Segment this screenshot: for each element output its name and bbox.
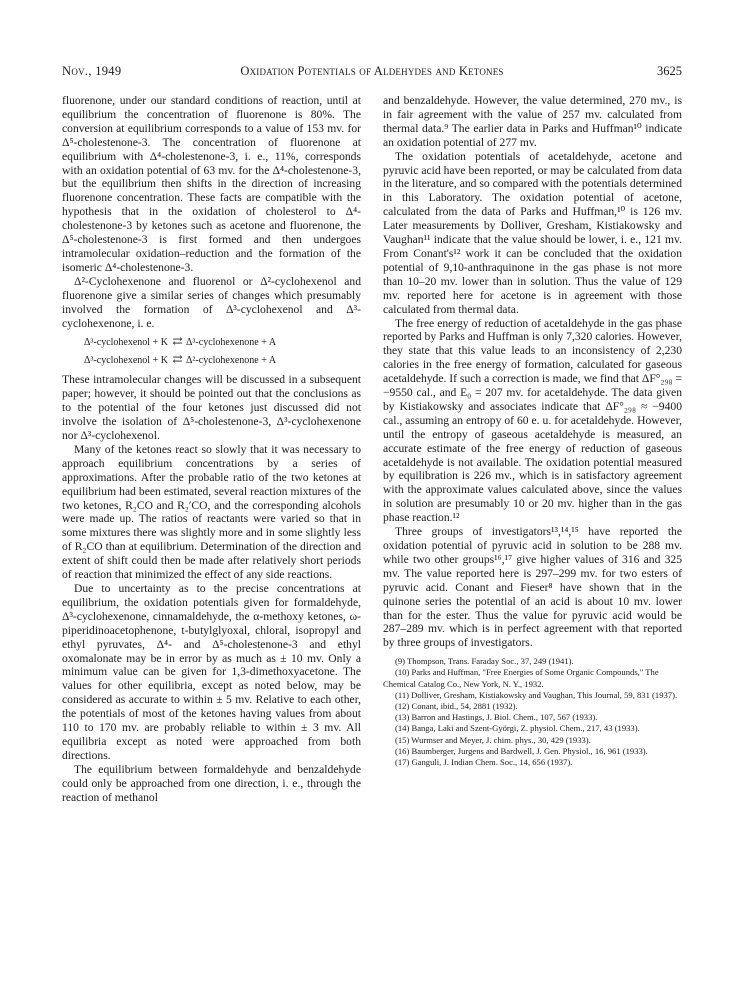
equation <box>84 333 361 351</box>
right-column <box>383 94 682 768</box>
reference-item: (13) Barron and Hastings, J. Biol. Chem., 107, 567 (1933). <box>395 712 598 723</box>
paragraph: fluorenone, under our standard conditions of reaction, until at equilibrium the concentration of fluorenone is 80%. The conversion at equilibrium corresponds to a value of 153 mv. for Δ⁵-cholestenone-3. The concentration of fluorenone at equilibrium with Δ⁴-cholestenone-3, i. e., 11%, corresponds with an oxidation potential of 63 mv. for the Δ⁴-cholestenone-3, but the equilibrium then shifts in the direction of increasing fluorenone concentration. These facts are compatible with the hypothesis that in the oxidation of cholesterol to Δ⁴-cholestenone-3 by ketones such as acetone and fluorenone, the Δ⁵-cholestenone-3 is first formed and then undergoes intramolecular oxidation–reduction and the formation of the isomeric Δ⁴-cholestenone-3. <box>62 94 361 274</box>
paragraph: Δ²-Cyclohexenone and fluorenol or Δ²-cyclohexenol and fluorenone give a similar series of changes which presumably involved the formation of Δ³-cyclohexenol and Δ³-cyclohexenone, i. e. <box>62 274 361 330</box>
equilibrium-arrow-icon: ⇄ <box>170 352 184 367</box>
reference-item: (11) Dolliver, Gresham, Kistiakowsky and Vaughan, This Journal, 59, 831 (1937). <box>395 689 678 700</box>
left-column <box>62 94 361 805</box>
paragraph: The free energy of reduction of acetaldehyde in the gas phase reported by Parks and Huffman is only 7,320 calories. However, they state that this value leads to an inconsistency of 2,230 calories in the free energy of formation, calculated for gaseous acetaldehyde. If such a correction is made, we find that ΔF°₂₉₈ = −9550 cal., and E₀ = 207 mv. for acetaldehyde. The data given by Kistiakowsky and associates indicate that ΔF°₂₉₈ ≈ −9400 cal., assuming an entropy of 60 e. u. for acetaldehyde. However, until the entropy of gaseous acetaldehyde is measured, an accurate estimate of the free energy of reduction of gaseous acetaldehyde is not available. The oxidation potential measured by equilibration is 226 mv., which is in satisfactory agreement with the approximate values calculated above, since the values in solution are presumably 10 or 20 mv. higher than in the gas phase reaction.¹² <box>383 316 682 525</box>
equilibrium-arrow-icon: ⇄ <box>170 334 184 349</box>
equation <box>84 351 361 369</box>
paragraph: Due to uncertainty as to the precise concentrations at equilibrium, the oxidation potentials given for formaldehyde, Δ³-cyclohexenone, cinnamaldehyde, the α-methoxy ketones, ω-piperidinoacetophenone, t-butylglyoxal, chloral, isopropyl and ethyl pyruvates, Δ⁴- and Δ⁵-cholestenone-3 and ethyl oxomalonate may be in error by as much as ± 10 mv. Only a minimum value can be given for 1,3-dimethoxyacetone. The values for other equilibria, except as noted below, may be considered as accurate to within ± 5 mv. Relative to each other, the potentials of most of the ketones having values from about 110 to 170 mv. are probably reliable to within ± 3 mv. All equilibria except as noted were approached from both directions. <box>62 582 361 762</box>
running-title: Oxidation Potentials of Aldehydes and Ketones <box>240 64 504 78</box>
footnotes <box>383 656 682 768</box>
equation-reactants: Δ³-cyclohexenol + K <box>84 355 168 367</box>
reference-item: (12) Conant, ibid., 54, 2881 (1932). <box>395 701 518 712</box>
equilibrium-equations <box>84 333 361 369</box>
paragraph: The equilibrium between formaldehyde and benzaldehyde could only be approached from one direction, i. e., through the reaction of methanol <box>62 762 361 804</box>
page-number: 3625 <box>657 64 682 78</box>
paragraph: The oxidation potentials of acetaldehyde, acetone and pyruvic acid have been reported, or may be calculated from data in the literature, and so compared with the potentials determined in this Laboratory. The oxidation potential of acetone, calculated from the data of Parks and Huffman,¹⁰ is 126 mv. Later measurements by Dolliver, Gresham, Kistiakowsky and Vaughan¹¹ indicate that the value should be lower, i. e., 121 mv. From Conant's¹² work it can be concluded that the oxidation potential of 9,10-anthraquinone in the gas phase is not more than 10–20 mv. lower than in solution. Thus the value of 129 mv. reported here for acetone is in agreement with those calculated from thermal data. <box>383 149 682 316</box>
issue-date: Nov., 1949 <box>62 64 122 78</box>
reference-item: (16) Baumberger, Jurgens and Bardwell, J. Gen. Physiol., 16, 961 (1933). <box>395 745 648 756</box>
reference-item: (9) Thompson, Trans. Faraday Soc., 37, 249 (1941). <box>395 656 574 667</box>
paragraph: Many of the ketones react so slowly that it was necessary to approach equilibrium concentrations by a series of approximations. After the probable ratio of the two ketones at equilibrium had been estimated, several reaction mixtures of the two ketones, R₂CO and R₂′CO, and the corresponding alcohols were made up. The ratios of reactants were varied so that in some mixtures there was slightly more and in some slightly less of R₂CO than at equilibrium. Determination of the direction and extent of shift could then be made after relatively short periods of reaction that minimized the effect of any side reactions. <box>62 442 361 582</box>
reference-item: (14) Banga, Laki and Szent-Györgi, Z. physiol. Chem., 217, 43 (1933). <box>395 723 640 734</box>
running-header <box>62 62 682 80</box>
reference-item: (15) Wurmser and Meyer, J. chim. phys., 30, 429 (1933). <box>395 734 591 745</box>
paragraph: Three groups of investigators¹³,¹⁴,¹⁵ have reported the oxidation potential of pyruvic acid in solution to be 288 mv. while two other groups¹⁶,¹⁷ give higher values of 316 and 325 mv. The value reported here is 297–299 mv. for two esters of pyruvic acid. Conant and Fieser⁸ have shown that in the quinone series the potential of an acid is about 10 mv. lower than for the ester. Thus the value for pyruvic acid would be 287–289 mv. which is in perfect agreement with that reported by three groups of investigators. <box>383 525 682 650</box>
reference-item: (17) Ganguli, J. Indian Chem. Soc., 14, 656 (1937). <box>395 757 573 768</box>
equation-products: Δ²-cyclohexenone + A <box>186 355 277 367</box>
equation-products: Δ³-cyclohexenone + A <box>186 337 277 349</box>
paragraph: and benzaldehyde. However, the value determined, 270 mv., is in fair agreement with the value of 257 mv. calculated from thermal data.⁹ The earlier data in Parks and Huffman¹⁰ indicate an oxidation potential of 277 mv. <box>383 94 682 149</box>
reference-item: (10) Parks and Huffman, "Free Energies of Some Organic Compounds," The Chemical Catalog Co., New York, N. Y., 1932. <box>383 667 659 689</box>
equation-reactants: Δ³-cyclohexenol + K <box>84 337 168 349</box>
paragraph: These intramolecular changes will be discussed in a subsequent paper; however, it should be pointed out that the conclusions as to the potential of the four ketones just discussed did not involve the isolation of Δ⁵-cholestenone-3, Δ³-cyclohexenone nor Δ³-cyclohexenol. <box>62 373 361 443</box>
